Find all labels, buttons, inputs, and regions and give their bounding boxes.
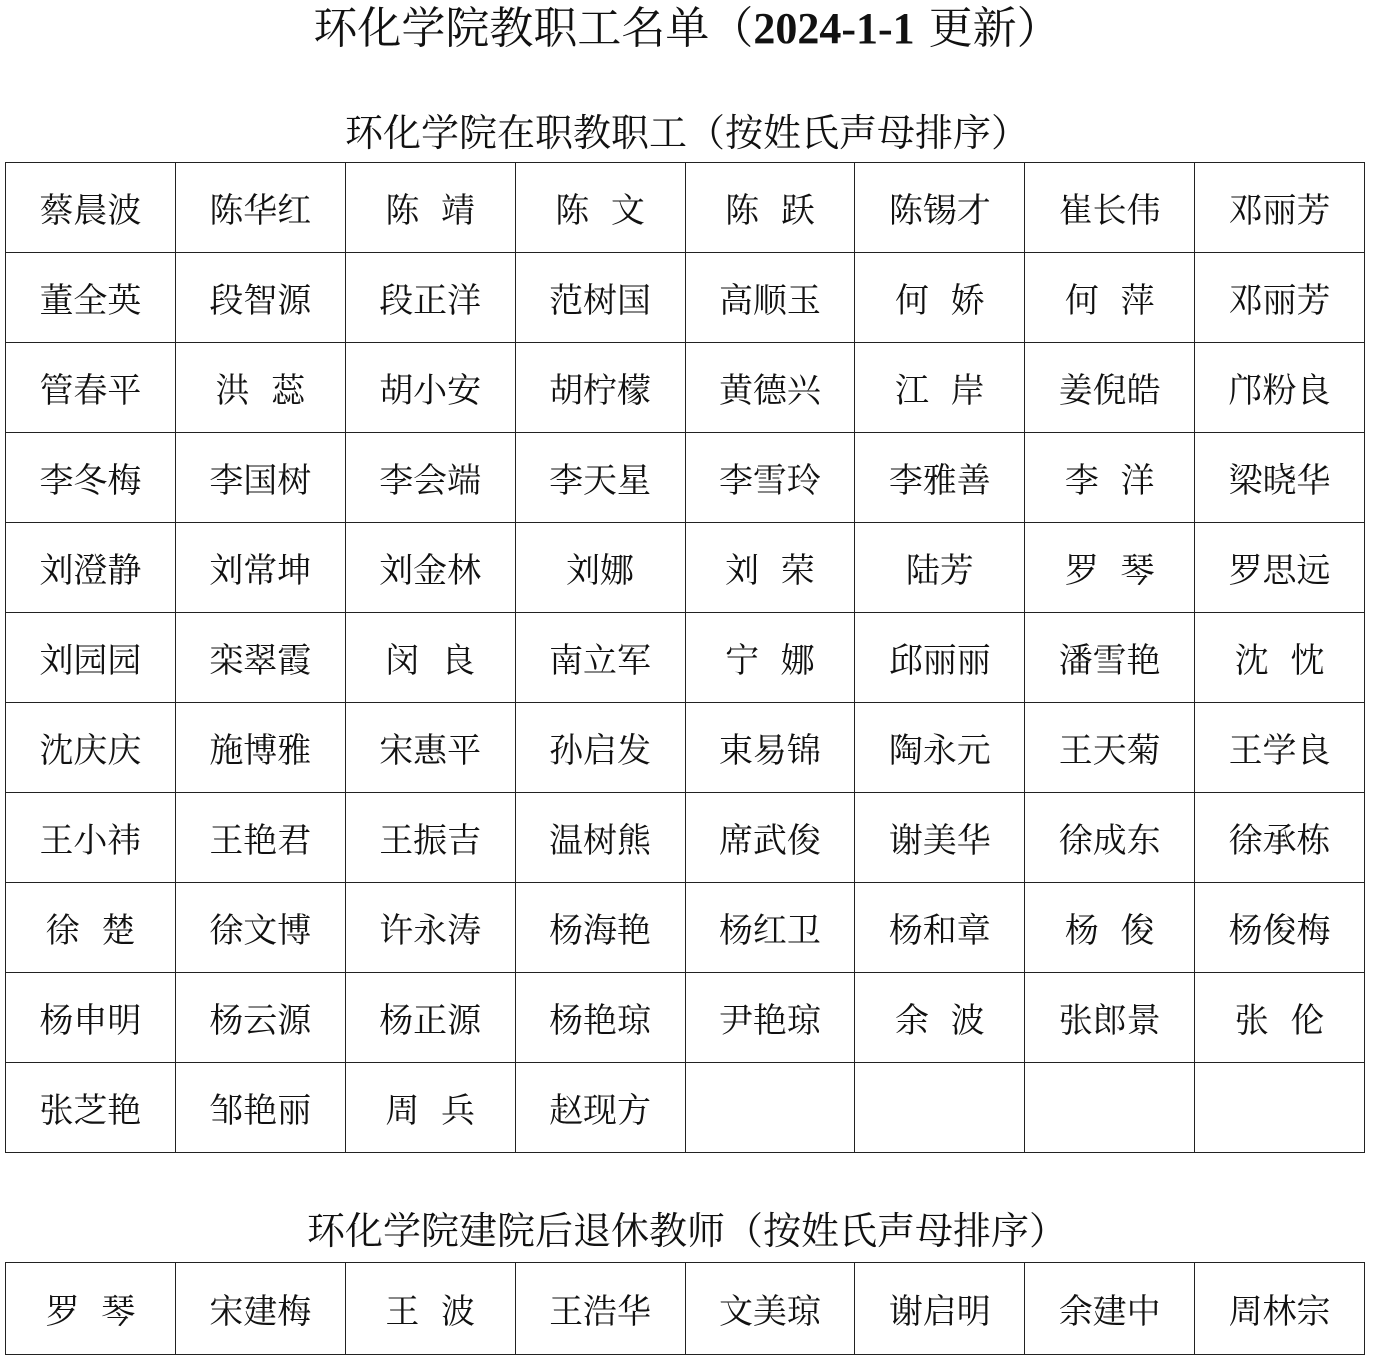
name-cell: 闵 良 bbox=[345, 613, 515, 703]
name-cell: 范树国 bbox=[515, 253, 685, 343]
name-cell: 杨海艳 bbox=[515, 883, 685, 973]
name-cell: 陶永元 bbox=[855, 703, 1025, 793]
name-cell: 何 萍 bbox=[1025, 253, 1195, 343]
name-cell: 李会端 bbox=[345, 433, 515, 523]
name-cell: 黄德兴 bbox=[685, 343, 855, 433]
table-row bbox=[6, 343, 1365, 433]
table-row bbox=[6, 613, 1365, 703]
name-cell: 罗 琴 bbox=[6, 1263, 176, 1355]
name-cell: 杨申明 bbox=[6, 973, 176, 1063]
name-cell: 杨正源 bbox=[345, 973, 515, 1063]
name-cell: 蔡晨波 bbox=[6, 163, 176, 253]
name-cell: 陈华红 bbox=[175, 163, 345, 253]
name-cell bbox=[855, 1063, 1025, 1153]
name-cell bbox=[1195, 1063, 1365, 1153]
name-cell: 余建中 bbox=[1025, 1263, 1195, 1355]
name-cell: 董全英 bbox=[6, 253, 176, 343]
name-cell: 束易锦 bbox=[685, 703, 855, 793]
name-cell: 沈庆庆 bbox=[6, 703, 176, 793]
name-cell: 段智源 bbox=[175, 253, 345, 343]
name-cell: 陈 跃 bbox=[685, 163, 855, 253]
name-cell: 许永涛 bbox=[345, 883, 515, 973]
name-cell: 张郎景 bbox=[1025, 973, 1195, 1063]
table-row bbox=[6, 523, 1365, 613]
name-cell: 罗思远 bbox=[1195, 523, 1365, 613]
name-cell: 谢启明 bbox=[855, 1263, 1025, 1355]
name-cell: 李 洋 bbox=[1025, 433, 1195, 523]
name-cell: 邝粉良 bbox=[1195, 343, 1365, 433]
table-row bbox=[6, 973, 1365, 1063]
name-cell: 王浩华 bbox=[515, 1263, 685, 1355]
name-cell: 王 波 bbox=[345, 1263, 515, 1355]
name-cell: 宁 娜 bbox=[685, 613, 855, 703]
name-cell: 邹艳丽 bbox=[175, 1063, 345, 1153]
name-cell bbox=[1025, 1063, 1195, 1153]
name-cell: 刘金林 bbox=[345, 523, 515, 613]
name-cell: 宋惠平 bbox=[345, 703, 515, 793]
name-cell: 王艳君 bbox=[175, 793, 345, 883]
name-cell: 王小祎 bbox=[6, 793, 176, 883]
title-prefix: 环化学院教职工名单（ bbox=[313, 3, 754, 54]
name-cell: 邓丽芳 bbox=[1195, 163, 1365, 253]
name-cell: 潘雪艳 bbox=[1025, 613, 1195, 703]
name-cell: 张芝艳 bbox=[6, 1063, 176, 1153]
table-row bbox=[6, 163, 1365, 253]
name-cell: 李国树 bbox=[175, 433, 345, 523]
name-cell: 杨俊梅 bbox=[1195, 883, 1365, 973]
name-cell: 徐 楚 bbox=[6, 883, 176, 973]
retired-staff-table bbox=[5, 1262, 1365, 1355]
name-cell: 王学良 bbox=[1195, 703, 1365, 793]
name-cell: 陈锡才 bbox=[855, 163, 1025, 253]
name-cell: 赵现方 bbox=[515, 1063, 685, 1153]
name-cell: 杨红卫 bbox=[685, 883, 855, 973]
name-cell: 邓丽芳 bbox=[1195, 253, 1365, 343]
table-row bbox=[6, 883, 1365, 973]
name-cell: 刘园园 bbox=[6, 613, 176, 703]
name-cell: 刘娜 bbox=[515, 523, 685, 613]
name-cell: 管春平 bbox=[6, 343, 176, 433]
title-suffix: 更新） bbox=[914, 3, 1061, 54]
name-cell: 胡小安 bbox=[345, 343, 515, 433]
retired-staff-heading: 环化学院建院后退休教师（按姓氏声母排序） bbox=[306, 1209, 1067, 1253]
name-cell: 尹艳琼 bbox=[685, 973, 855, 1063]
name-cell: 杨 俊 bbox=[1025, 883, 1195, 973]
name-cell: 谢美华 bbox=[855, 793, 1025, 883]
name-cell: 张 伦 bbox=[1195, 973, 1365, 1063]
name-cell: 李天星 bbox=[515, 433, 685, 523]
table-row bbox=[6, 1263, 1365, 1355]
name-cell: 余 波 bbox=[855, 973, 1025, 1063]
name-cell: 席武俊 bbox=[685, 793, 855, 883]
table-row bbox=[6, 793, 1365, 883]
name-cell: 李雅善 bbox=[855, 433, 1025, 523]
name-cell: 李冬梅 bbox=[6, 433, 176, 523]
name-cell: 姜倪皓 bbox=[1025, 343, 1195, 433]
name-cell: 刘 荣 bbox=[685, 523, 855, 613]
name-cell: 陈 文 bbox=[515, 163, 685, 253]
name-cell: 江 岸 bbox=[855, 343, 1025, 433]
name-cell: 崔长伟 bbox=[1025, 163, 1195, 253]
active-staff-heading: 环化学院在职教职工（按姓氏声母排序） bbox=[344, 111, 1029, 155]
name-cell bbox=[685, 1063, 855, 1153]
name-cell: 南立军 bbox=[515, 613, 685, 703]
name-cell: 徐文博 bbox=[175, 883, 345, 973]
table-row bbox=[6, 703, 1365, 793]
name-cell: 杨云源 bbox=[175, 973, 345, 1063]
name-cell: 施博雅 bbox=[175, 703, 345, 793]
name-cell: 王振吉 bbox=[345, 793, 515, 883]
title-date: 2024-1-1 bbox=[753, 4, 915, 53]
active-staff-table bbox=[5, 162, 1365, 1153]
name-cell: 刘澄静 bbox=[6, 523, 176, 613]
name-cell: 高顺玉 bbox=[685, 253, 855, 343]
name-cell: 沈 忱 bbox=[1195, 613, 1365, 703]
name-cell: 杨和章 bbox=[855, 883, 1025, 973]
name-cell: 何 娇 bbox=[855, 253, 1025, 343]
table-row bbox=[6, 1063, 1365, 1153]
table-row bbox=[6, 433, 1365, 523]
name-cell: 温树熊 bbox=[515, 793, 685, 883]
name-cell: 陆芳 bbox=[855, 523, 1025, 613]
name-cell: 文美琼 bbox=[685, 1263, 855, 1355]
name-cell: 胡柠檬 bbox=[515, 343, 685, 433]
name-cell: 王天菊 bbox=[1025, 703, 1195, 793]
name-cell: 周林宗 bbox=[1195, 1263, 1365, 1355]
name-cell: 陈 靖 bbox=[345, 163, 515, 253]
name-cell: 梁晓华 bbox=[1195, 433, 1365, 523]
name-cell: 周 兵 bbox=[345, 1063, 515, 1153]
name-cell: 段正洋 bbox=[345, 253, 515, 343]
name-cell: 罗 琴 bbox=[1025, 523, 1195, 613]
name-cell: 徐承栋 bbox=[1195, 793, 1365, 883]
name-cell: 刘常坤 bbox=[175, 523, 345, 613]
name-cell: 李雪玲 bbox=[685, 433, 855, 523]
name-cell: 徐成东 bbox=[1025, 793, 1195, 883]
name-cell: 邱丽丽 bbox=[855, 613, 1025, 703]
name-cell: 孙启发 bbox=[515, 703, 685, 793]
name-cell: 杨艳琼 bbox=[515, 973, 685, 1063]
name-cell: 栾翠霞 bbox=[175, 613, 345, 703]
page-title bbox=[0, 4, 1374, 54]
name-cell: 洪 蕊 bbox=[175, 343, 345, 433]
table-row bbox=[6, 253, 1365, 343]
name-cell: 宋建梅 bbox=[175, 1263, 345, 1355]
